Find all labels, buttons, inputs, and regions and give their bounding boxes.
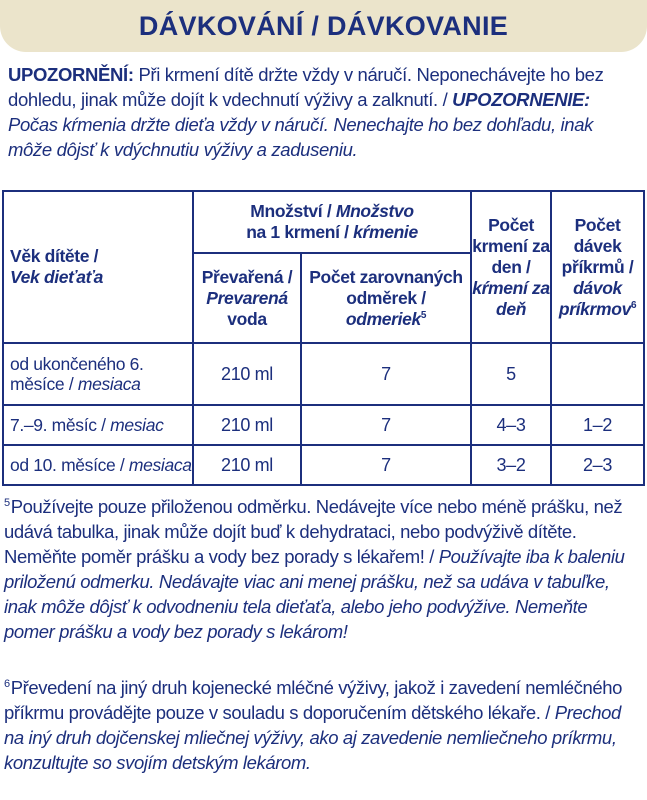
warning-text-cz: Při krmení dítě držte vždy v náručí. Neponechávejte ho bez dohledu, jinak může dojít k vdechnutí výživy a zalknutí. /	[8, 64, 604, 110]
header-comp-sk: dávok príkrmov	[558, 277, 631, 319]
footnote-5-sk: Používajte iba k baleniu priloženú odmerku. Nedávajte viac ani menej prášku, než sa udáva v tabuľke, inak môže dôjsť k odvodneniu tela dieťaťa, alebo jeho podvýžive. Nemeňte pomer prášku a vody bez porady s lekárom!	[4, 546, 625, 642]
footnote-6-mark: 6	[4, 677, 10, 690]
header-age-sk: Vek dieťaťa	[10, 267, 104, 287]
warning-text-sk: Počas kŕmenia držte dieťa vždy v náručí. Nenechajte ho bez dohľadu, inak môže dôjsť k vdýchnutiu výživy a zaduseniu.	[8, 114, 594, 160]
header-age-cz: Věk dítěte /	[10, 246, 99, 266]
footnote-6-sk: Prechod na iný druh dojčenskej mliečnej výživy, ako aj zavedenie nemliečneho príkrmu, konzultujte so svojím detským lekárom.	[4, 702, 621, 773]
warning-label-cz: UPOZORNĚNÍ:	[8, 64, 134, 85]
header-scoops-note: 5	[420, 309, 427, 321]
row-feeds: 5	[471, 343, 551, 405]
table-row	[3, 405, 644, 445]
header-scoops-sk: odmeriek	[345, 308, 421, 329]
row-scoops: 7	[301, 343, 471, 405]
footnote-6-cz: Převedení na jiný druh kojenecké mléčné výživy, jakož i zavedení nemléčného příkrmu provádějte pouze v souladu s doporučením dětského lékaře. /	[4, 677, 623, 723]
header-water-cz: Převařená /	[201, 266, 293, 287]
table-row	[3, 343, 644, 405]
dosage-table	[2, 190, 645, 486]
warning-label-sk: UPOZORNENIE:	[452, 89, 590, 110]
row-age-cz: od ukončeného 6. měsíce /	[10, 354, 144, 394]
row-age-cz: 7.–9. měsíc /	[10, 415, 111, 435]
row-complementary: 1–2	[551, 405, 644, 445]
header-scoops-cz: Počet zarovnaných odměrek /	[309, 266, 463, 308]
header-age	[3, 191, 193, 343]
row-water: 210 ml	[193, 405, 301, 445]
header-amount2-cz: na 1 krmení /	[246, 222, 354, 242]
row-water: 210 ml	[193, 343, 301, 405]
row-scoops: 7	[301, 405, 471, 445]
row-feeds: 3–2	[471, 445, 551, 485]
footnote-5-mark: 5	[4, 496, 10, 509]
header-amount-sk: Množstvo	[335, 201, 414, 221]
header-scoops	[301, 253, 471, 343]
warning-text	[8, 62, 640, 162]
table-row	[3, 445, 644, 485]
header-feeds-cz: Počet krmení za den /	[472, 214, 550, 277]
header-feeds	[471, 191, 551, 343]
row-age	[3, 405, 193, 445]
row-scoops: 7	[301, 445, 471, 485]
page-title: DÁVKOVÁNÍ / DÁVKOVANIE	[138, 10, 509, 41]
header-complementary	[551, 191, 644, 343]
header-water-sk: Prevarená	[206, 287, 288, 308]
header-water	[193, 253, 301, 343]
row-complementary: 2–3	[551, 445, 644, 485]
row-age-sk: mesiaca	[128, 455, 192, 475]
row-age-sk: mesiaca	[77, 374, 141, 394]
row-age-cz: od 10. měsíce /	[10, 455, 129, 475]
row-age-sk: mesiac	[110, 415, 164, 435]
header-amount-cz: Množství /	[250, 201, 336, 221]
table-header-row	[3, 191, 644, 253]
row-age	[3, 445, 193, 485]
row-complementary	[551, 343, 644, 405]
header-comp-cz: Počet dávek příkrmů /	[561, 214, 634, 277]
header-amount2-sk: kŕmenie	[353, 222, 418, 242]
row-feeds: 4–3	[471, 405, 551, 445]
header-comp-note: 6	[630, 299, 637, 311]
footnote-5-cz: Používejte pouze přiloženou odměrku. Nedávejte více nebo méně prášku, než udává tabulka, jinak může dojít buď k dehydrataci, nebo podvýživě dítěte. Neměňte poměr prášku a vody bez porady s lékařem! /	[4, 496, 623, 567]
row-water: 210 ml	[193, 445, 301, 485]
title-banner	[0, 0, 647, 52]
header-feeds-sk: kŕmení za deň	[472, 277, 550, 319]
footnote-6	[4, 675, 642, 775]
row-age	[3, 343, 193, 405]
header-water-common: voda	[227, 308, 267, 329]
footnote-5	[4, 494, 642, 644]
header-amount	[193, 191, 471, 253]
